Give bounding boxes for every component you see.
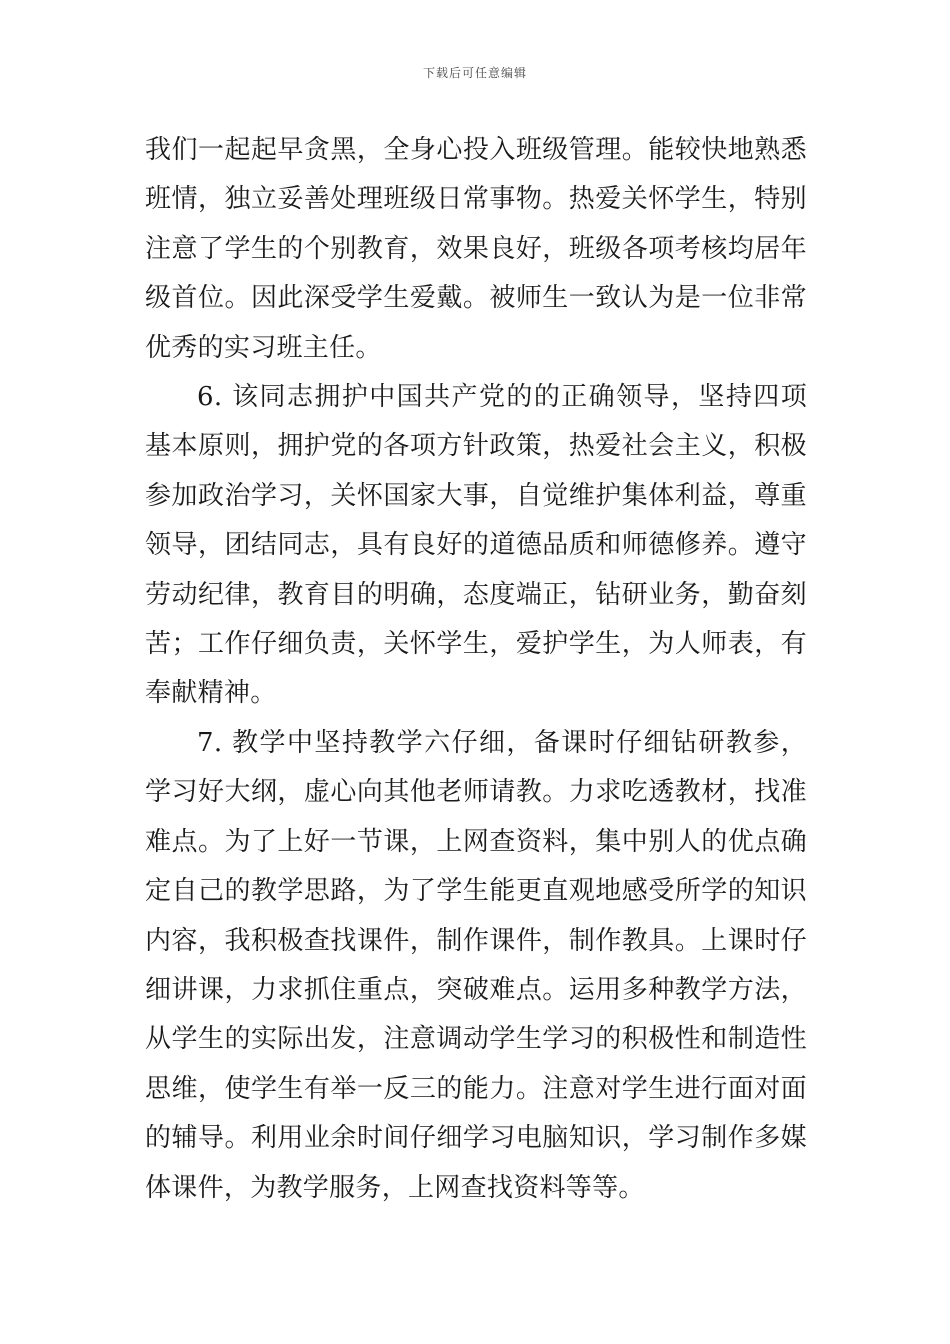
paragraph-continued: 我们一起起早贪黑，全身心投入班级管理。能较快地熟悉班情，独立妥善处理班级日常事物。热爱关怀学生，特别注意了学生的个别教育，效果良好，班级各项考核均居年级首位。因此深受学生爱戴。被师生一致认为是一位非常优秀的实习班主任。 bbox=[145, 135, 807, 363]
document-body bbox=[145, 126, 807, 1213]
paragraph-item-7: 7. 教学中坚持教学六仔细，备课时仔细钻研教参，学习好大纲，虚心向其他老师请教。力求吃透教材，找准难点。为了上好一节课，上网查资料，集中别人的优点确定自己的教学思路，为了学生能更直观地感受所学的知识内容，我积极查找课件，制作课件，制作教具。上课时仔细讲课，力求抓住重点，突破难点。运用多种教学方法，从学生的实际出发，注意调动学生学习的积极性和制造性思维，使学生有举一反三的能力。注意对学生进行面对面的辅导。利用业余时间仔细学习电脑知识，学习制作多媒体课件，为教学服务，上网查找资料等等。 bbox=[145, 727, 807, 1203]
page-header: 下载后可任意编辑 bbox=[422, 66, 527, 80]
paragraph-item-6: 6. 该同志拥护中国共产党的的正确领导，坚持四项基本原则，拥护党的各项方针政策，热爱社会主义，积极参加政治学习，关怀国家大事，自觉维护集体利益，尊重领导，团结同志，具有良好的道德品质和师德修养。遵守劳动纪律，教育目的明确，态度端正，钻研业务，勤奋刻苦；工作仔细负责，关怀学生，爱护学生，为人师表，有奉献精神。 bbox=[145, 382, 807, 709]
